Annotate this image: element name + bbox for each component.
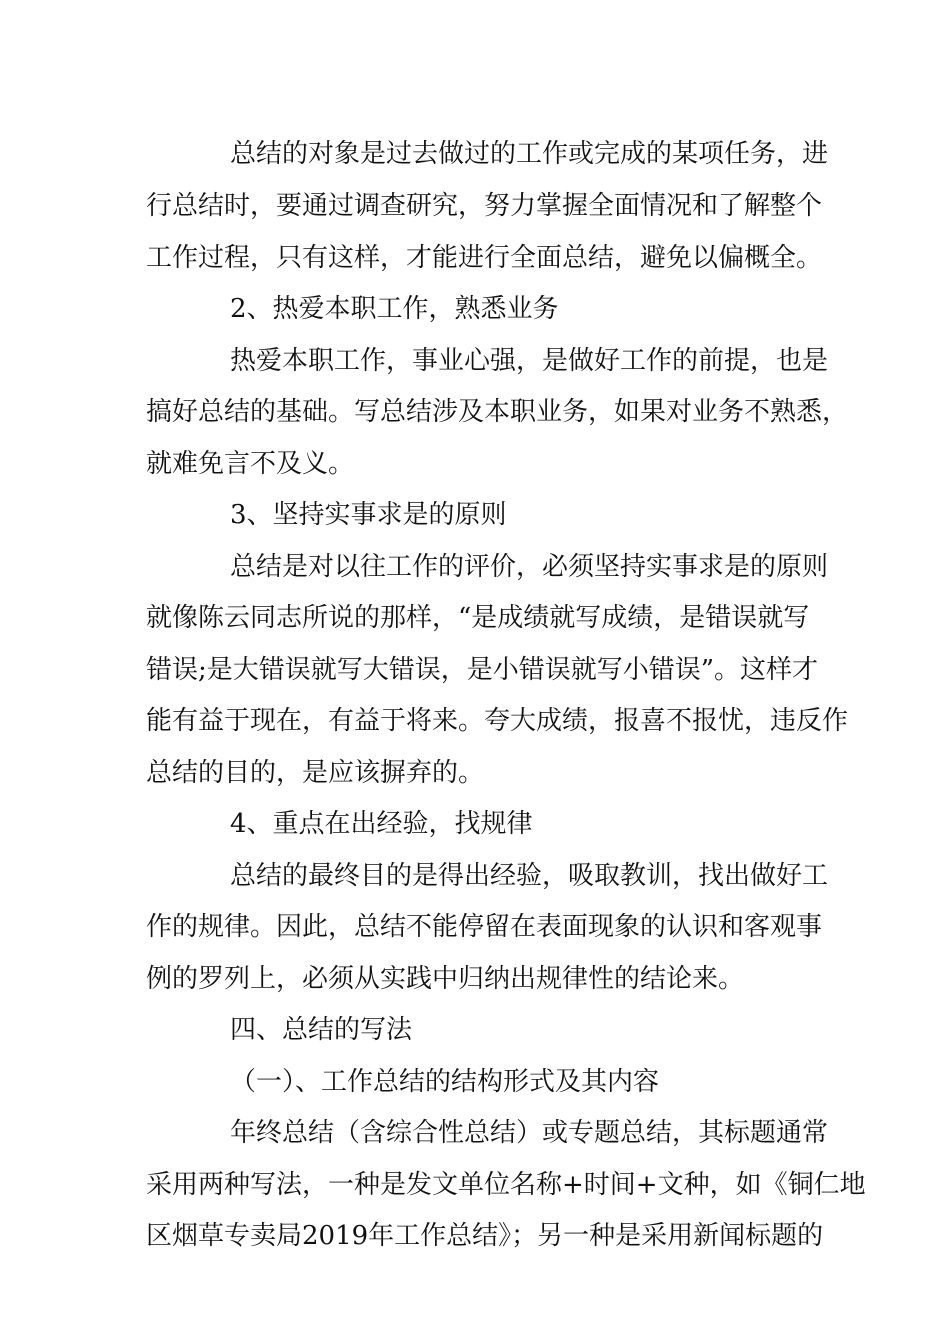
paragraph-3-line-3: 错误;是大错误就写大错误，是小错误就写小错误”。这样才 — [146, 655, 819, 685]
paragraph-5-line-2: 采用两种写法，一种是发文单位名称+时间+文种，如《铜仁地 — [146, 1170, 866, 1200]
paragraph-3-line-2: 就像陈云同志所说的那样，“是成绩就写成绩，是错误就写 — [146, 603, 810, 633]
paragraph-3-line-4: 能有益于现在，有益于将来。夸大成绩，报喜不报忧，违反作 — [146, 706, 849, 736]
section-heading-4: 4、重点在出经验，找规律 — [230, 809, 533, 839]
paragraph-4-line-3: 例的罗列上，必须从实践中归纳出规律性的结论来。 — [146, 964, 745, 994]
section-heading-3: 3、坚持实事求是的原则 — [230, 500, 507, 530]
subsection-heading-1: （一）、工作总结的结构形式及其内容 — [230, 1067, 660, 1097]
section-heading-2: 2、热爱本职工作，熟悉业务 — [230, 294, 559, 324]
paragraph-1-line-2: 行总结时，要通过调查研究，努力掌握全面情况和了解整个 — [146, 191, 823, 221]
section-heading-four: 四、总结的写法 — [230, 1015, 413, 1045]
paragraph-3-line-5: 总结的目的，是应该摒弃的。 — [146, 758, 485, 788]
paragraph-1-line-1: 总结的对象是过去做过的工作或完成的某项任务，进 — [230, 139, 829, 169]
paragraph-2-line-3: 就难免言不及义。 — [146, 449, 355, 479]
paragraph-5-line-3: 区烟草专卖局2019年工作总结》；另一种是采用新闻标题的 — [146, 1221, 824, 1251]
paragraph-2-line-2: 搞好总结的基础。写总结涉及本职业务，如果对业务不熟悉， — [146, 397, 849, 427]
paragraph-5-line-1: 年终总结（含综合性总结）或专题总结，其标题通常 — [230, 1118, 829, 1148]
paragraph-3-line-1: 总结是对以往工作的评价，必须坚持实事求是的原则 — [230, 552, 829, 582]
paragraph-4-line-1: 总结的最终目的是得出经验，吸取教训，找出做好工 — [230, 861, 829, 891]
paragraph-2-line-1: 热爱本职工作，事业心强，是做好工作的前提，也是 — [230, 346, 829, 376]
paragraph-1-line-3: 工作过程，只有这样，才能进行全面总结，避免以偏概全。 — [146, 243, 823, 273]
paragraph-4-line-2: 作的规律。因此，总结不能停留在表面现象的认识和客观事 — [146, 912, 823, 942]
